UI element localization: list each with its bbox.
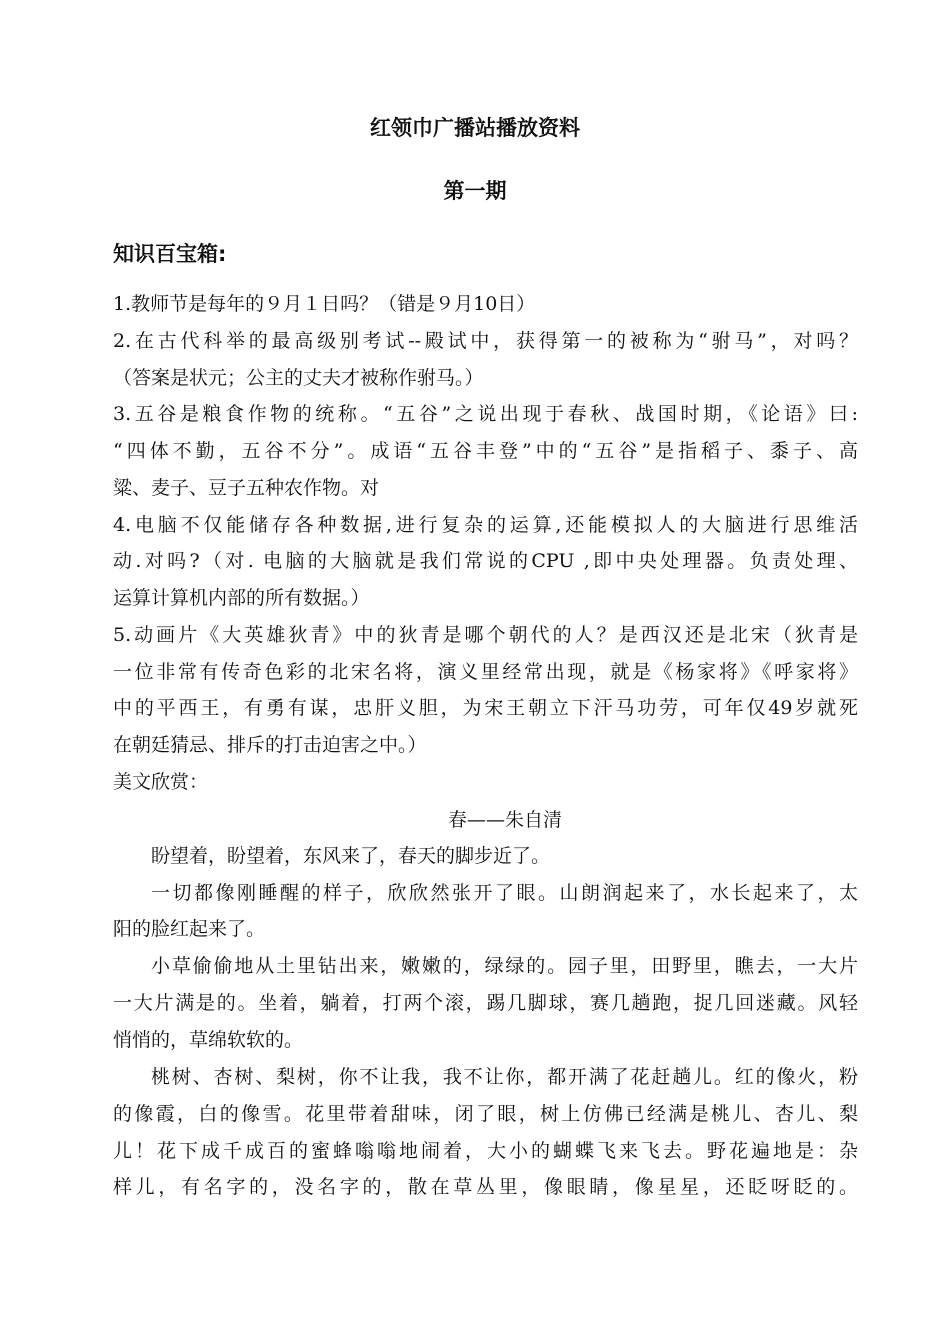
- issue-number: 第一期: [443, 179, 507, 203]
- knowledge-section-heading: 知识百宝箱:: [113, 242, 227, 266]
- prose-line: 一切都像刚睡醒的样子，欣欣然张开了眼。山朗润起来了，水长起来了，太: [151, 882, 858, 904]
- prose-title: 春——朱自清: [447, 809, 562, 831]
- knowledge-line: 5.动画片《大英雄狄青》中的狄青是哪个朝代的人？是西汉还是北宋（狄青是: [113, 624, 858, 646]
- knowledge-line: 粱、麦子、豆子五种农作物。对: [113, 477, 380, 499]
- knowledge-line: “四体不勤，五谷不分”。成语“五谷丰登”中的“五谷”是指稻子、黍子、高: [113, 440, 858, 462]
- prose-line: 桃树、杏树、梨树，你不让我，我不让你，都开满了花赶趟儿。红的像火，粉: [151, 1066, 858, 1088]
- knowledge-line: 中的平西王，有勇有谋，忠肝义胆，为宋王朝立下汗马功劳，可年仅49岁就死: [113, 697, 858, 719]
- prose-line: 阳的脸红起来了。: [113, 918, 266, 940]
- prose-line: 小草偷偷地从土里钻出来，嫩嫩的，绿绿的。园子里，田野里，瞧去，一大片: [151, 955, 858, 977]
- prose-line: 儿！花下成千成百的蜜蜂嗡嗡地闹着，大小的蝴蝶飞来飞去。野花遍地是：杂: [113, 1140, 858, 1162]
- knowledge-line: 4.电脑不仅能储存各种数据,进行复杂的运算,还能模拟人的大脑进行思维活: [113, 514, 858, 536]
- knowledge-line: 在朝廷猜忌、排斥的打击迫害之中。）: [113, 734, 427, 756]
- document-title: 红领巾广播站播放资料: [370, 116, 580, 140]
- prose-line: 的像霞，白的像雪。花里带着甜味，闭了眼，树上仿佛已经满是桃儿、杏儿、梨: [113, 1103, 858, 1125]
- knowledge-line: 一位非常有传奇色彩的北宋名将，演义里经常出现，就是《杨家将》《呼家将》: [113, 661, 858, 683]
- knowledge-line: 1.教师节是每年的９月１日吗？（错是９月10日）: [113, 293, 536, 315]
- prose-line: 悄悄的，草绵软软的。: [113, 1029, 304, 1051]
- prose-section-heading: 美文欣赏：: [113, 771, 209, 793]
- knowledge-line: 3.五谷是粮食作物的统称。“五谷”之说出现于春秋、战国时期，《论语》曰:: [113, 403, 858, 425]
- prose-line: 盼望着，盼望着，东风来了，春天的脚步近了。: [151, 845, 551, 867]
- prose-line: 样儿，有名字的，没名字的，散在草丛里，像眼睛，像星星，还眨呀眨的。: [113, 1176, 858, 1198]
- knowledge-line: 动.对吗?（对. 电脑的大脑就是我们常说的CPU ,即中央处理器。负责处理、: [113, 550, 858, 572]
- knowledge-line: （答案是状元；公主的丈夫才被称作驸马。）: [113, 367, 484, 389]
- knowledge-line: 运算计算机内部的所有数据。）: [113, 587, 370, 609]
- knowledge-line: 2.在古代科举的最高级别考试--殿试中，获得第一的被称为“驸马”，对吗？: [113, 330, 858, 352]
- prose-line: 一大片满是的。坐着，躺着，打两个滚，踢几脚球，赛几趟跑，捉几回迷藏。风轻: [113, 992, 858, 1014]
